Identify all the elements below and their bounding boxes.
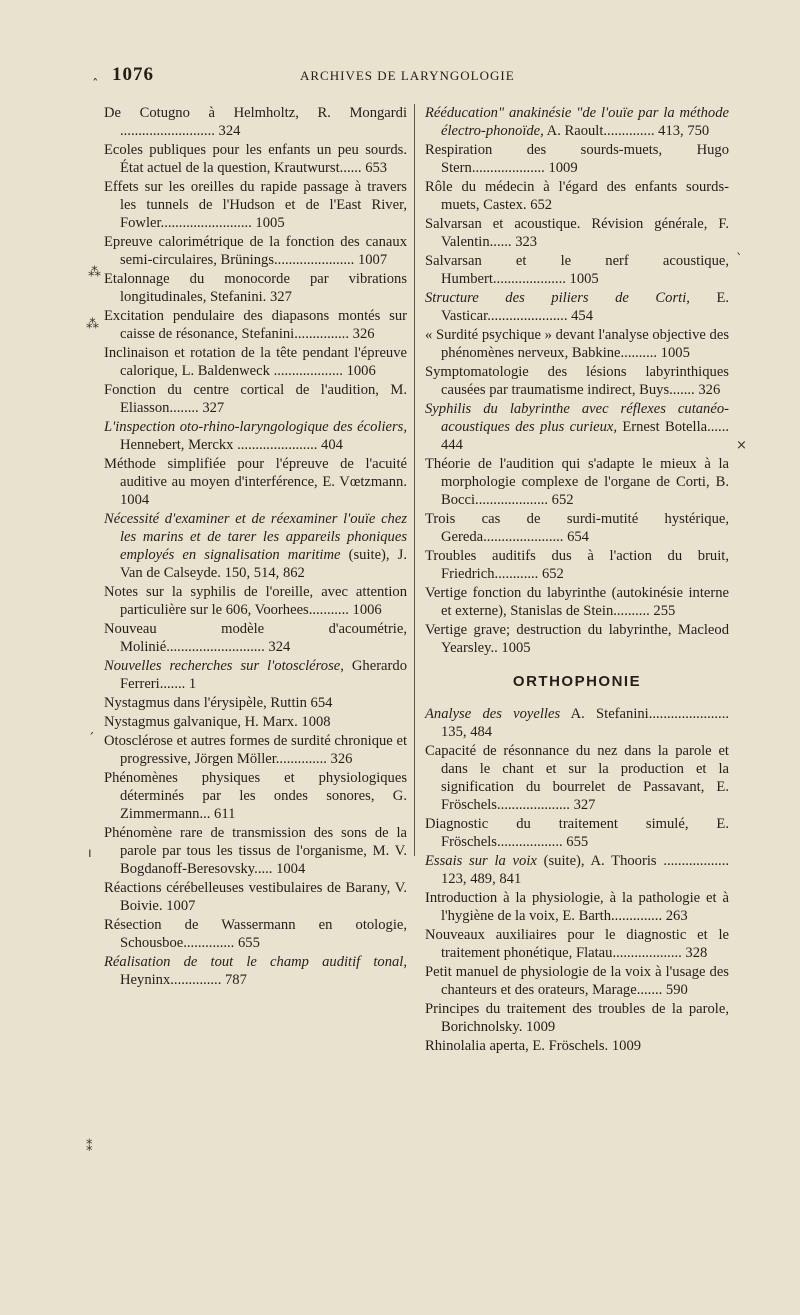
entry-pages: 1007 [166,898,196,914]
entry-pages: 324 [268,639,291,655]
entry-text: Rôle du médecin à l'égard des enfants sourds-muets, Castex. [425,179,729,213]
index-entry [104,620,407,656]
entry-title: Essais sur la voix [425,853,537,869]
entry-text: Troubles auditifs dus à l'action du bruit, Friedrich [425,548,729,582]
index-entry [104,455,407,509]
index-entry [425,215,729,251]
entry-text: Nouveau modèle d'acoumétrie, Molinié [104,621,407,655]
entry-pages: 1007 [357,252,388,268]
right-entries [425,104,729,657]
index-entry [425,400,729,454]
entry-title: Structure des piliers de Corti, [425,290,690,306]
entry-pages: 1005 [569,271,599,287]
entry-leader: ...................... [483,529,564,545]
entry-pages: 444 [441,437,463,453]
entry-text: Réactions cérébelleuses vestibulaires de Barany, V. Boivie. [104,880,407,914]
entry-text: Heyninx [120,972,171,988]
entry-leader: .................. [656,853,729,869]
entry-text: Introduction à la physiologie, à la pathologie et à l'hygiène de la voix, E. Barth [425,890,729,924]
entry-pages: 454 [571,308,594,324]
entry-pages: 1004 [120,492,150,508]
margin-mark: ⁂ [88,265,101,280]
index-entry [104,344,407,380]
entry-title: Rééducation" anakinésie "de l'ouïe par la méthode électro-phonoïde, [425,105,729,139]
index-entry [425,889,729,925]
entry-pages: 1009 [526,1019,556,1035]
entry-leader: ...................... [233,437,318,453]
entry-pages: 611 [214,806,236,822]
entry-pages: 1006 [352,602,382,618]
index-entry [104,879,407,915]
entry-text: Vertige fonction du labyrinthe (autokinésie interne et externe), Stanislas de Stein [425,585,729,619]
entry-leader: .............. [611,908,663,924]
entry-leader: ... [199,806,211,822]
entry-title: Nouvelles recherches sur l'otosclérose, [104,658,344,674]
index-entry [104,713,407,731]
index-entry [104,732,407,768]
entry-text: Nystagmus dans l'érysipèle, Ruttin [104,695,307,711]
entry-pages: 404 [321,437,343,453]
entry-leader: ..... [254,861,273,877]
entry-pages: 1004 [276,861,306,877]
entry-leader: ................... [612,945,682,961]
page-header [0,64,800,88]
entry-text: Trois cas de surdi-mutité hystérique, Gereda [425,511,729,545]
entry-pages: 652 [551,492,574,508]
index-entry [104,916,407,952]
entry-leader: .................... [496,797,570,813]
entry-text: Otosclérose et autres formes de surdité chronique et progressive, Jörgen Möller [104,733,407,767]
entry-leader: ....... [636,982,663,998]
entry-leader: ...................... [487,308,568,324]
entry-text: Théorie de l'audition qui s'adapte le mieux à la morphologie complexe de l'organe de Corti, B. Bocci [425,456,729,508]
index-entry [104,178,407,232]
entry-text: De Cotugno à Helmholtz, R. Mongardi [104,105,407,121]
entry-pages: 654 [310,695,333,711]
entry-leader: ...... [707,419,729,435]
entry-leader: .............. [170,972,222,988]
entry-leader: ....... [159,676,186,692]
entry-leader: ........... [308,602,349,618]
index-entry [104,141,407,177]
entry-leader: ...................... [274,252,355,268]
entry-pages: 328 [685,945,708,961]
index-entry [425,584,729,620]
entry-leader: .................... [492,271,566,287]
index-entry [425,1000,729,1036]
index-entry [425,326,729,362]
entry-text: (suite), A. Thooris [536,853,657,869]
entry-pages: 1005 [501,640,531,656]
margin-mark: ˎ [736,241,743,256]
entry-pages: 413, 750 [658,123,710,139]
entry-pages: 326 [352,326,375,342]
entry-title: Réalisation de tout le champ auditif tonal, [104,954,407,970]
entry-pages: 1009 [611,1038,642,1054]
entry-pages: 654 [567,529,589,545]
entry-title: L'inspection oto-rhino-laryngologique des écoliers, [104,419,407,435]
entry-leader: .................. [496,834,563,850]
entry-leader: .................... [471,160,545,176]
column-divider [414,104,415,856]
entry-text: Effets sur les oreilles du rapide passage à travers les tunnels de l'Hudson et de l'East River, Fowler [104,179,407,231]
entry-pages: 135, 484 [441,724,493,740]
entry-text: Respiration des sourds-muets, Hugo Stern [425,142,729,176]
entry-leader: .............. [183,935,235,951]
entry-text: Petit manuel de physiologie de la voix à l'usage des chanteurs et des orateurs, Marage [425,964,729,998]
index-entry [104,270,407,306]
index-entry [425,705,729,741]
entry-pages: 1006 [346,363,376,379]
entry-pages: 590 [665,982,688,998]
entry-leader: ........................... [166,639,265,655]
entry-text: Etalonnage du monocorde par vibrations longitudinales, Stefanini. [104,271,407,305]
entry-pages: 323 [515,234,538,250]
running-title: ARCHIVES DE LARYNGOLOGIE [300,68,515,83]
index-entry [425,141,729,177]
entry-pages: 652 [541,566,564,582]
entry-pages: 123, 489, 841 [441,871,522,887]
index-entry [425,178,729,214]
margin-mark: ⁑ [86,1140,93,1155]
left-column [104,104,407,990]
entry-pages: 327 [573,797,596,813]
index-entry [104,694,407,712]
index-entry [425,510,729,546]
entry-pages: 655 [237,935,260,951]
entry-text: Nystagmus galvanique, H. Marx. [104,714,298,730]
index-entry [104,381,407,417]
entry-pages: 655 [566,834,589,850]
entry-text: Principes du traitement des troubles de la parole, Borichnolsky. [425,1001,729,1035]
margin-mark: ˊ [88,732,95,747]
index-entry [104,583,407,619]
entry-pages: 327 [269,289,292,305]
index-entry [425,289,729,325]
entry-leader: ......................... [160,215,252,231]
entry-pages: 326 [330,751,353,767]
index-entry [104,510,407,582]
entry-text: (suite), J. Van de Calseyde. [120,547,407,581]
entry-leader: ............ [494,566,539,582]
entry-leader: ............... [294,326,349,342]
entry-text: Capacité de résonnance du nez dans la parole et dans le chant et sur la production et la signification du bourrelet de Passavant, E. Fröschels [425,743,729,813]
page-number: 1076 [112,64,154,85]
entry-pages: 787 [225,972,247,988]
entry-leader: .......................... [120,123,215,139]
index-entry [104,953,407,989]
index-entry [104,769,407,823]
entry-pages: 1 [188,676,197,692]
entry-pages: 150, 514, 862 [224,565,305,581]
entry-text: Symptomatologie des lésions labyrinthiques causées par traumatisme indirect, Buys [425,364,729,398]
entry-text: Excitation pendulaire des diapasons montés sur caisse de résonance, Stefanini [104,308,407,342]
entry-pages: 652 [530,197,553,213]
entry-text: A. Raoult [543,123,604,139]
entry-text: Fonction du centre cortical de l'audition, M. Eliasson [104,382,407,416]
entry-pages: 255 [653,603,676,619]
entry-pages: 1009 [548,160,578,176]
entry-leader: .......... [620,345,658,361]
entry-leader: .................... [475,492,549,508]
entry-leader: ................... [269,363,343,379]
entry-text: Résection de Wassermann en otologie, Schousboe [104,917,407,951]
index-entry [425,1037,729,1055]
index-entry [104,104,407,140]
index-entry [425,252,729,288]
entry-pages: 1005 [255,215,285,231]
index-entry [425,815,729,851]
entry-leader: .............. [603,123,655,139]
index-entry [425,547,729,583]
entry-text: Notes sur la syphilis de l'oreille, avec attention particulière sur le 606, Voorhees [104,584,407,618]
entry-leader: ....... [669,382,695,398]
entry-text: Gherardo Ferreri [120,658,407,692]
entry-text: Ecoles publiques pour les enfants un peu sourds. État actuel de la question, Krautwurst [104,142,407,176]
entry-text: Vertige grave; destruction du labyrinthe, Macleod Yearsley.. [425,622,729,656]
entry-pages: 326 [698,382,721,398]
entry-leader: ...... [489,234,512,250]
entry-text: A. Stefanini [560,706,649,722]
index-entry [425,455,729,509]
index-entry [104,233,407,269]
entry-text: Hennebert, Merckx [120,437,234,453]
index-entry [104,307,407,343]
entry-text: Ernest Botella [617,419,708,435]
entry-leader: .............. [275,751,327,767]
entry-text: Nouveaux auxiliaires pour le diagnostic et le traitement phonétique, Flatau [425,927,729,961]
index-entry [104,418,407,454]
entry-text: Phénomène rare de transmission des sons de la parole par tous les tissus de l'organisme, M. V. Bogdanoff-Beresovsky [104,825,407,877]
entry-leader: ...... [339,160,362,176]
entry-pages: 1008 [301,714,331,730]
entry-title: Analyse des voyelles [425,706,561,722]
margin-mark: × [736,438,747,453]
section-heading-orthophonie: ORTHOPHONIE [512,673,642,690]
index-entry [425,104,729,140]
entry-pages: 653 [365,160,388,176]
entry-text: Diagnostic du traitement simulé, E. Fröschels [425,816,729,850]
entry-text: Salvarsan et acoustique. Révision générale, F. Valentin [425,216,729,250]
entry-title: Nécessité d'examiner et de réexaminer l'ouïe chez les marins et de tarer les appareils phoniques employés en signalisation maritime [104,511,407,563]
margin-mark: ⁂ [86,317,99,332]
entry-text: Rhinolalia aperta, E. Fröschels. [425,1038,609,1054]
entry-text: Méthode simplifiée pour l'épreuve de l'acuité auditive au moyen d'interférence, E. Vœtzmann. [104,456,407,490]
entry-leader: ...................... [648,706,729,722]
entry-pages: 327 [202,400,225,416]
index-entry [425,742,729,814]
entry-text: E. Vasticar [441,290,730,324]
index-entry [425,852,729,888]
entry-text: Phénomènes physiques et physiologiques déterminés par les ondes sonores, G. Zimmermann [104,770,407,822]
entry-pages: 1005 [660,345,690,361]
entry-text: « Surdité psychique » devant l'analyse objective des phénomènes nerveux, Babkine [425,327,729,361]
index-entry [104,824,407,878]
margin-mark: ı [88,846,92,861]
index-entry [104,657,407,693]
entry-leader: ........ [169,400,199,416]
right-column [425,104,729,1056]
entry-text: Inclinaison et rotation de la tête pendant l'épreuve calorique, L. Baldenweck [104,345,407,379]
entry-text: Epreuve calorimétrique de la fonction des canaux semi-circulaires, Brünings [104,234,407,268]
entry-leader: .......... [613,603,650,619]
entry-title: Syphilis du labyrinthe avec réflexes cutanéo-acoustiques des plus curieux, [425,401,729,435]
entry-pages: 263 [665,908,688,924]
margin-mark: ˆ [92,78,99,93]
orthophonie-entries [425,705,729,1055]
entry-pages: 324 [218,123,241,139]
index-entry [425,963,729,999]
entry-text: Salvarsan et le nerf acoustique, Humbert [425,253,729,287]
index-entry [425,621,729,657]
index-entry [425,363,729,399]
index-entry [425,926,729,962]
